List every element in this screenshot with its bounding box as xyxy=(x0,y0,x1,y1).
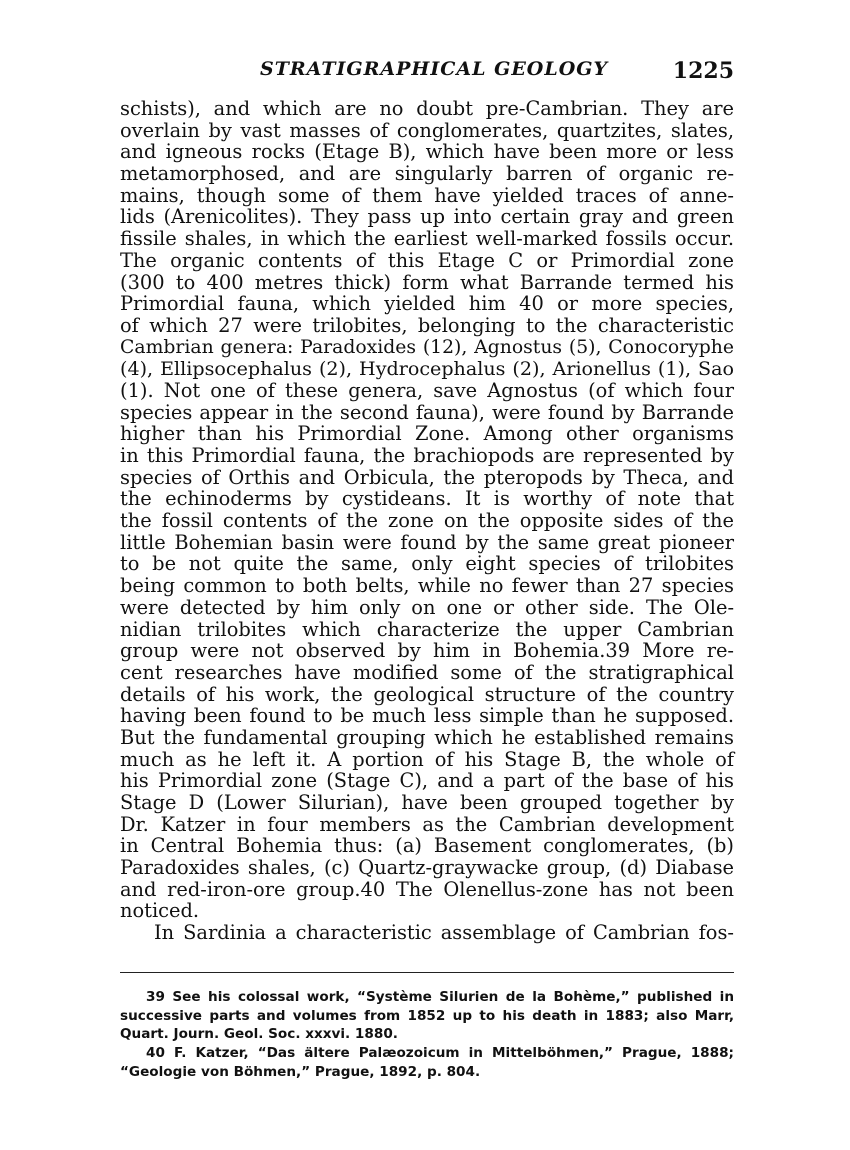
footnote-line: Quart. Journ. Geol. Soc. xxxvi. 1880. xyxy=(120,1026,398,1043)
body-text xyxy=(120,98,734,944)
body-line: noticed. xyxy=(120,899,200,923)
body-line: having been found to be much less simple than he supposed. xyxy=(120,704,734,728)
body-line: (1). Not one of these genera, save Agnostus (of which four xyxy=(120,378,734,402)
footnotes xyxy=(120,988,734,1082)
body-line: metamorphosed, and are singularly barren of organic re- xyxy=(120,162,734,186)
body-line: of which 27 were trilobites, belonging to the characteristic xyxy=(120,313,734,337)
body-line: But the fundamental grouping which he established remains xyxy=(120,725,734,749)
body-line: to be not quite the same, only eight species of trilobites xyxy=(120,552,734,576)
body-line: fissile shales, in which the earliest well-marked fossils occur. xyxy=(120,227,734,251)
body-line: cent researches have modified some of the stratigraphical xyxy=(120,660,734,684)
body-line: details of his work, the geological structure of the country xyxy=(120,682,734,706)
body-line: The organic contents of this Etage C or Primordial zone xyxy=(120,248,734,272)
body-line: species of Orthis and Orbicula, the pteropods by Theca, and xyxy=(120,465,734,489)
body-line: in Central Bohemia thus: (a) Basement conglomerates, (b) xyxy=(120,834,734,858)
body-line: schists), and which are no doubt pre-Cambrian. They are xyxy=(120,97,734,120)
footnote-line: “Geologie von Böhmen,” Prague, 1892, p. 804. xyxy=(120,1063,481,1080)
page-number: 1225 xyxy=(672,58,734,84)
footnote-line: successive parts and volumes from 1852 up to his death in 1883; also Marr, xyxy=(120,1007,734,1024)
body-line: Stage D (Lower Silurian), have been grouped together by xyxy=(120,791,734,814)
page-header xyxy=(120,58,734,88)
body-line: group were not observed by him in Bohemia.39 More re- xyxy=(120,639,734,663)
body-line: (4), Ellipsocephalus (2), Hydrocephalus (2), Arionellus (1), Sao xyxy=(120,357,734,381)
body-line: In Sardinia a characteristic assemblage of Cambrian fos- xyxy=(154,921,734,945)
body-line: the echinoderms by cystideans. It is worthy of note that xyxy=(120,487,734,511)
body-line: in this Primordial fauna, the brachiopods are represented by xyxy=(120,444,734,467)
body-line: were detected by him only on one or other side. The Ole- xyxy=(120,595,734,619)
body-line: higher than his Primordial Zone. Among other organisms xyxy=(120,422,734,446)
body-line: (300 to 400 metres thick) form what Barrande termed his xyxy=(120,270,734,294)
body-line: mains, though some of them have yielded traces of anne- xyxy=(120,183,734,207)
body-line: the fossil contents of the zone on the opposite sides of the xyxy=(120,509,734,533)
body-line: and igneous rocks (Etage B), which have been more or less xyxy=(120,140,734,164)
body-line: Dr. Katzer in four members as the Cambrian development xyxy=(120,812,734,836)
body-line: nidian trilobites which characterize the upper Cambrian xyxy=(120,617,734,641)
footnote-line: 40 F. Katzer, “Das ältere Palæozoicum in Mittelböhmen,” Prague, 1888; xyxy=(146,1045,734,1062)
body-line: overlain by vast masses of conglomerates, quartzites, slates, xyxy=(120,118,734,142)
body-line: being common to both belts, while no fewer than 27 species xyxy=(120,574,734,598)
body-line: Paradoxides shales, (c) Quartz-graywacke group, (d) Diabase xyxy=(120,856,734,880)
body-line: and red-iron-ore group.40 The Olenellus-zone has not been xyxy=(120,877,734,901)
body-line: Primordial fauna, which yielded him 40 or more species, xyxy=(120,292,734,316)
body-line: species appear in the second fauna), were found by Barrande xyxy=(120,400,734,424)
body-line: little Bohemian basin were found by the same great pioneer xyxy=(120,530,734,554)
running-title: STRATIGRAPHICAL GEOLOGY xyxy=(260,58,609,80)
body-line: his Primordial zone (Stage C), and a part of the base of his xyxy=(120,769,734,793)
body-line: Cambrian genera: Paradoxides (12), Agnostus (5), Conocoryphe xyxy=(120,336,734,358)
body-line: much as he left it. A portion of his Stage B, the whole of xyxy=(120,747,734,771)
footnote-line: 39 See his colossal work, “Système Silurien de la Bohème,” published in xyxy=(146,989,734,1005)
footnote-separator xyxy=(120,972,734,973)
body-line: lids (Arenicolites). They pass up into certain gray and green xyxy=(120,205,734,229)
